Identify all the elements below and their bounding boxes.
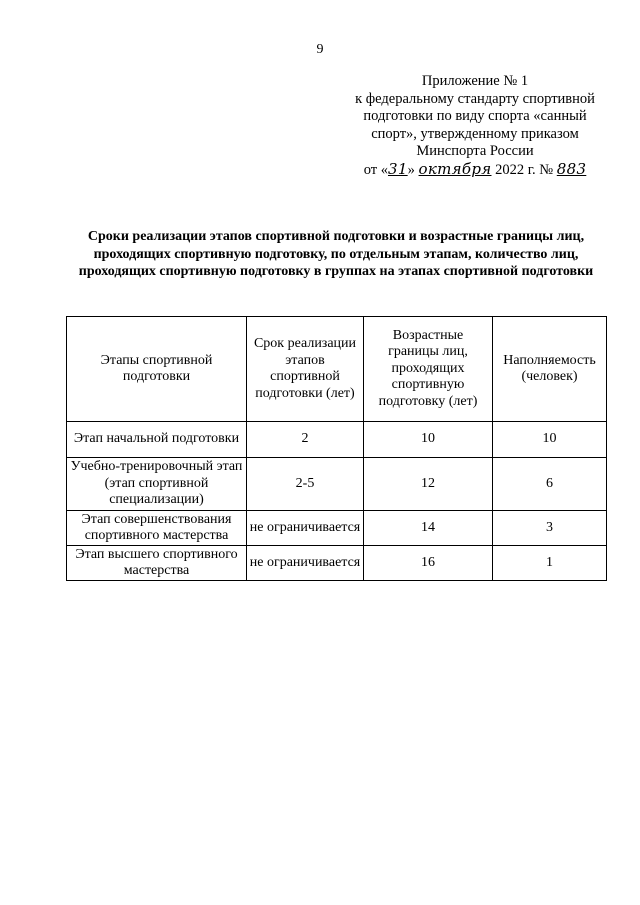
cell-occupancy: 6 (493, 458, 607, 511)
page-number: 9 (316, 42, 324, 57)
table-row (67, 458, 607, 511)
order-number-handwritten: 883 (556, 159, 587, 178)
cell-duration: 2 (247, 422, 364, 458)
table-row (67, 546, 607, 581)
cell-duration: 2-5 (247, 458, 364, 511)
stages-table (66, 316, 607, 581)
appendix-line-3: подготовки по виду спорта «санный (363, 108, 587, 125)
appendix-date-line (335, 161, 615, 180)
cell-duration: не ограничивается (247, 511, 364, 546)
cell-age: 14 (364, 511, 493, 546)
cell-age: 16 (364, 546, 493, 581)
appendix-line-1: Приложение № 1 (421, 73, 529, 89)
table-header-row (67, 317, 607, 422)
cell-occupancy: 3 (493, 511, 607, 546)
table-row (67, 511, 607, 546)
date-year: 2022 г. № (491, 161, 557, 178)
header-age-limits: Возрастные границы лиц, проходящих спортивную подготовку (лет) (364, 317, 493, 422)
appendix-block (335, 73, 615, 180)
table-row (67, 422, 607, 458)
cell-occupancy: 1 (493, 546, 607, 581)
cell-occupancy: 10 (493, 422, 607, 458)
cell-stage: Этап начальной подготовки (67, 422, 247, 458)
header-occupancy: Наполняемость (человек) (493, 317, 607, 422)
cell-age: 10 (364, 422, 493, 458)
appendix-line-2: к федеральному стандарту спортивной (355, 90, 595, 107)
cell-age: 12 (364, 458, 493, 511)
date-month-handwritten: октября (418, 159, 492, 178)
document-title: Сроки реализации этапов спортивной подготовки и возрастные границы лиц, проходящих спортивную подготовку, по отдельным этапам, количество лиц, проходящих спортивную подготовку в группах на этапах спортивной подготовки (78, 229, 594, 280)
appendix-line-5: Минспорта России (416, 143, 534, 160)
date-prefix: от « (363, 161, 388, 178)
cell-stage: Этап совершенствования спортивного мастерства (67, 511, 247, 546)
cell-stage: Учебно-тренировочный этап (этап спортивной специализации) (67, 458, 247, 511)
header-duration: Срок реализации этапов спортивной подготовки (лет) (247, 317, 364, 422)
appendix-line-4: спорт», утвержденному приказом (371, 125, 579, 142)
cell-duration: не ограничивается (247, 546, 364, 581)
cell-stage: Этап высшего спортивного мастерства (67, 546, 247, 581)
header-stages: Этапы спортивной подготовки (67, 317, 247, 422)
date-day-handwritten: 31 (387, 159, 408, 178)
date-mid: » (407, 161, 419, 178)
